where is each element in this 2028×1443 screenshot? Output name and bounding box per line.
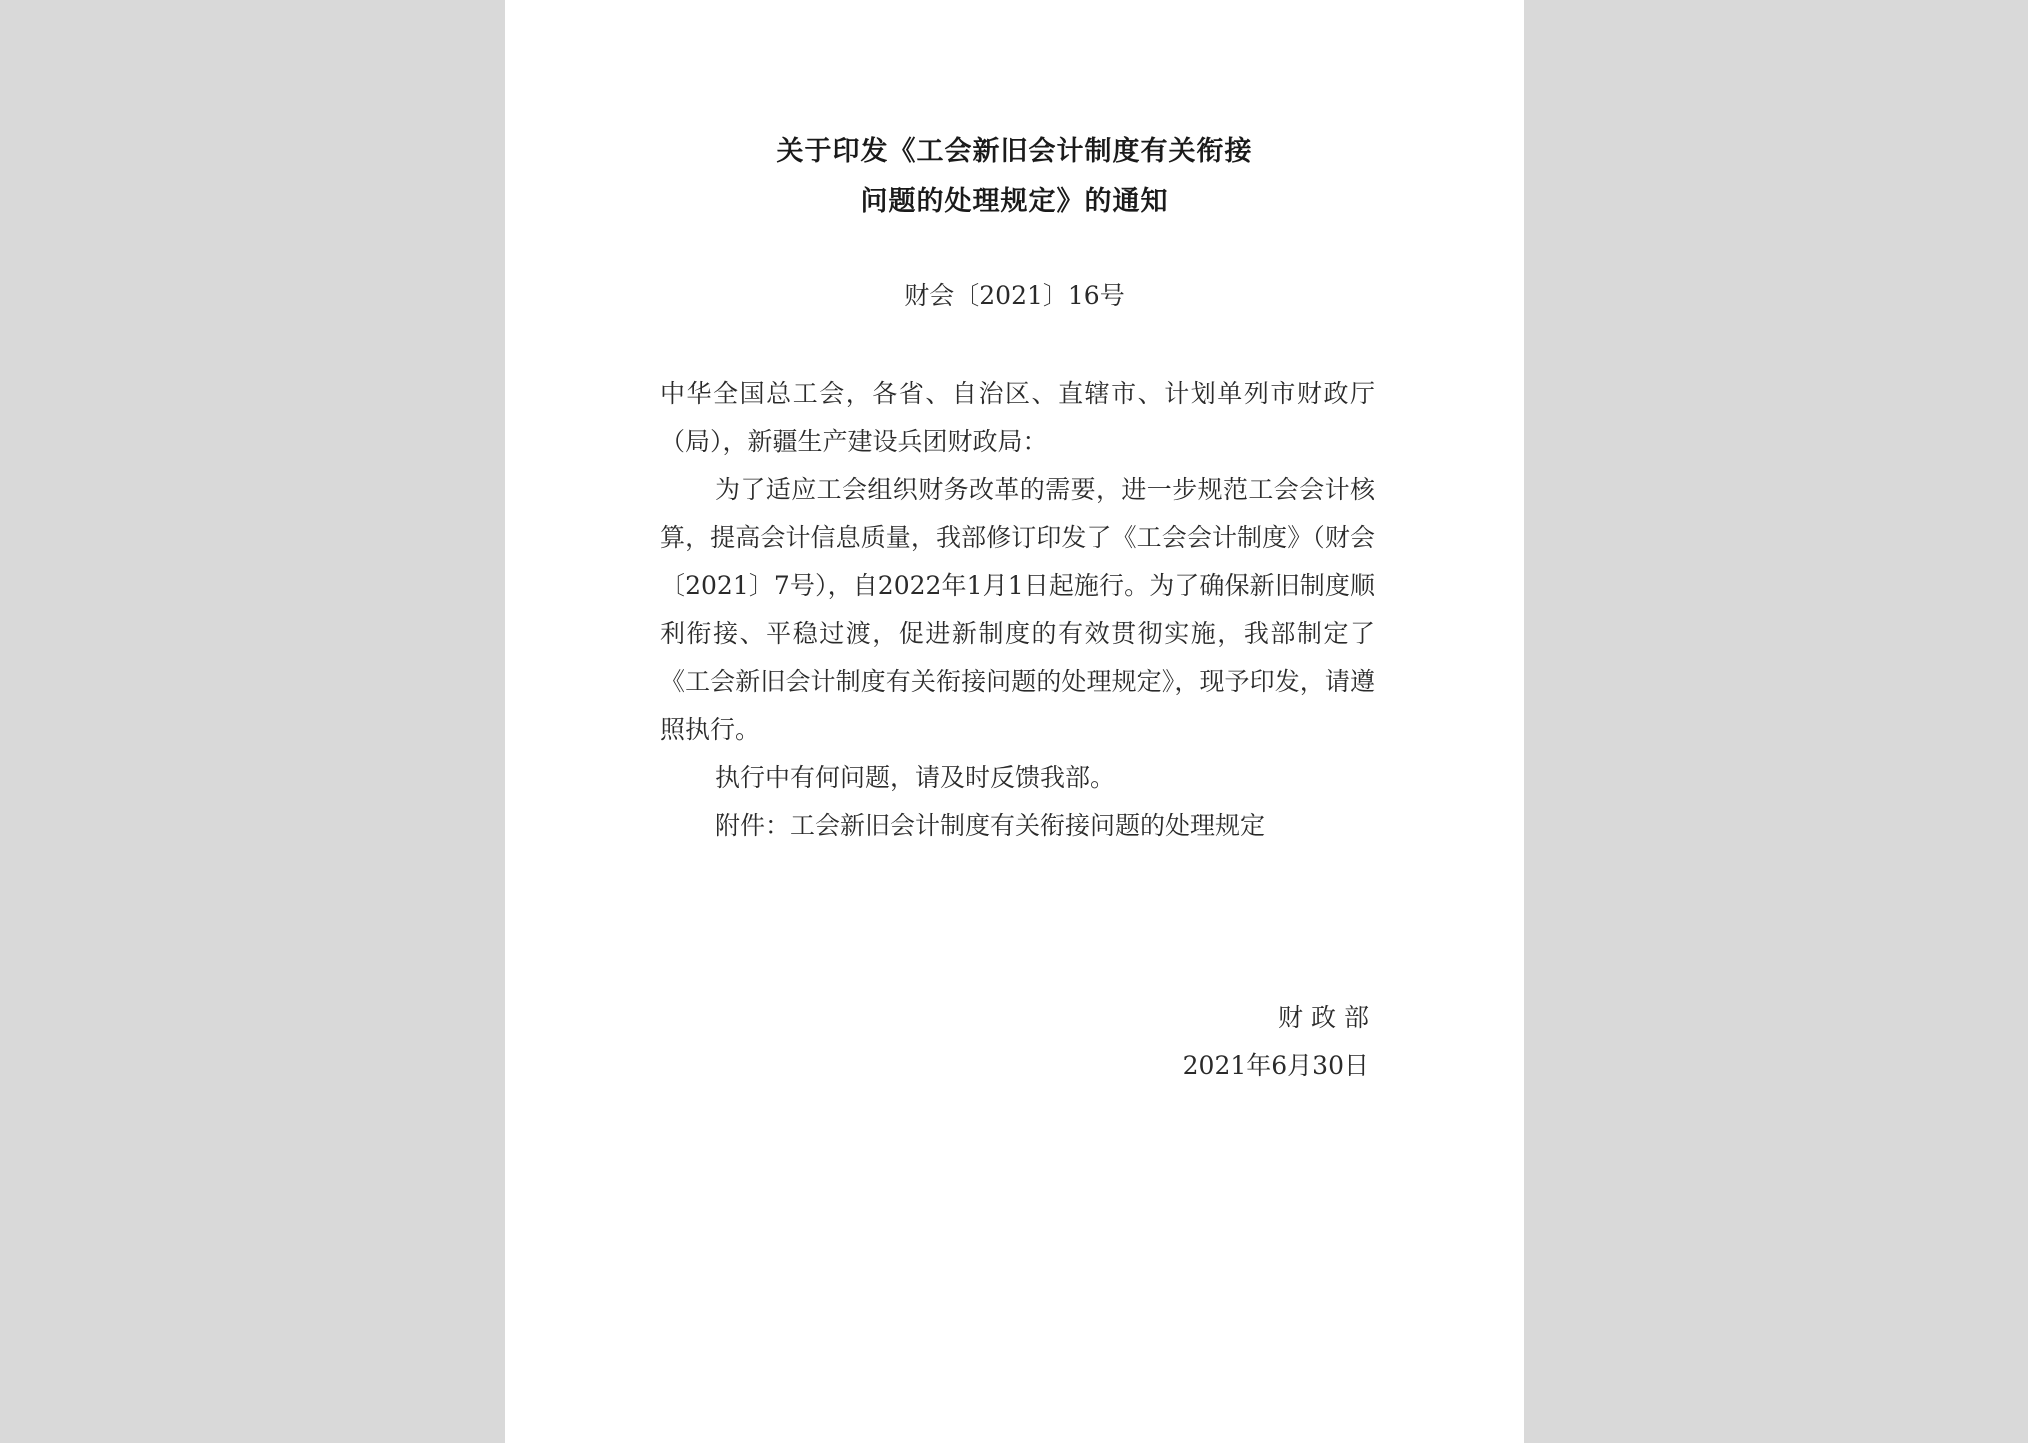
document-title-line-2: 问题的处理规定》的通知 [860, 186, 1169, 217]
issue-date: 2021年6月30日 [1182, 1051, 1369, 1080]
document-title-line-1: 关于印发《工会新旧会计制度有关衔接 [776, 136, 1253, 167]
attachment-line: 附件：工会新旧会计制度有关衔接问题的处理规定 [715, 811, 1266, 840]
document-page [505, 0, 1524, 1443]
document-body [660, 370, 1375, 850]
body-paragraph-1: 为了适应工会组织财务改革的需要，进一步规范工会会计核算，提高会计信息质量，我部修订印发了《工会会计制度》（财会〔2021〕7号），自2022年1月1日起施行。为了确保新旧制度顺利衔接、平稳过渡，促进新制度的有效贯彻实施，我部制定了《工会新旧会计制度有关衔接问题的处理规定》，现予印发，请遵照执行。 [660, 475, 1375, 744]
body-paragraph-2: 执行中有何问题，请及时反馈我部。 [715, 763, 1116, 792]
salutation: 中华全国总工会，各省、自治区、直辖市、计划单列市财政厅（局），新疆生产建设兵团财政局： [660, 379, 1375, 456]
document-number: 财会〔2021〕16号 [904, 281, 1125, 310]
signer: 财政部 [1277, 1003, 1377, 1032]
